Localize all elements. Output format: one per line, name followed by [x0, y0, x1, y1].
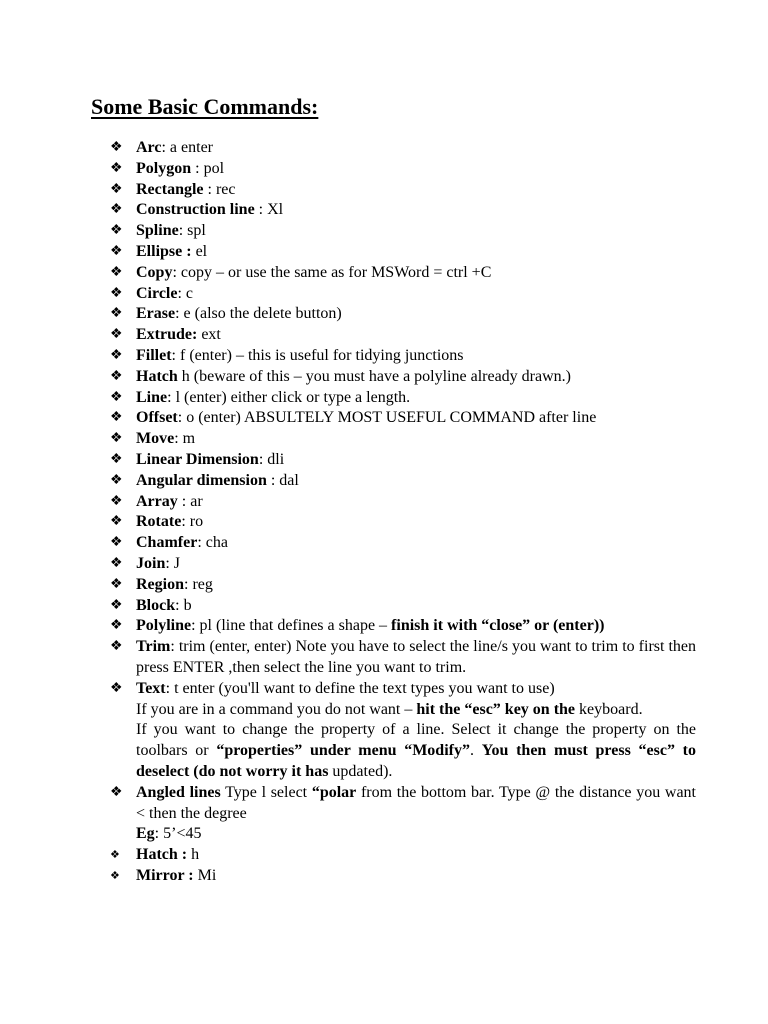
- command-term: Extrude:: [136, 326, 198, 344]
- list-item: [110, 471, 696, 492]
- command-term: Rectangle: [136, 180, 204, 198]
- list-item: [110, 159, 696, 180]
- command-desc: : cha: [197, 534, 228, 552]
- command-desc: : reg: [184, 575, 213, 593]
- list-item: [110, 367, 696, 388]
- note-paragraph: [136, 700, 696, 721]
- note-text-bold: hit the “esc” key on the: [416, 700, 576, 718]
- command-desc: h: [187, 846, 200, 864]
- diamond-bullet-icon: ❖: [110, 451, 123, 467]
- page-title: Some Basic Commands:: [91, 94, 319, 119]
- command-desc: : trim (enter, enter) Note you have to select the line/s you want to trim to first then press ENTER ,then select the line you want to trim.: [136, 638, 696, 676]
- command-term: Move: [136, 430, 175, 448]
- list-item: [110, 492, 696, 513]
- diamond-bullet-icon: ❖: [110, 140, 123, 155]
- list-item: [110, 346, 696, 367]
- list-item: [110, 429, 696, 450]
- diamond-bullet-icon: ❖: [110, 285, 123, 301]
- diamond-bullet-icon: ❖: [110, 784, 123, 800]
- example-value: : 5’<45: [154, 825, 202, 843]
- command-term: Angled lines: [136, 783, 221, 801]
- command-desc: : Xl: [254, 201, 284, 219]
- list-item: [110, 388, 696, 409]
- diamond-bullet-icon: ❖: [110, 555, 123, 571]
- diamond-bullet-icon: ❖: [110, 368, 123, 384]
- example-label: Eg: [136, 825, 155, 843]
- command-term: Block: [136, 596, 176, 614]
- command-desc: : f (enter) – this is useful for tidying junctions: [171, 346, 464, 364]
- command-desc: : e (also the delete button): [175, 305, 342, 323]
- command-term: Line: [136, 388, 168, 406]
- command-desc: : pol: [191, 159, 225, 177]
- diamond-bullet-icon: ❖: [110, 306, 123, 322]
- command-desc: : spl: [178, 222, 206, 240]
- list-item: [110, 554, 696, 575]
- diamond-bullet-icon: ❖: [110, 514, 123, 530]
- list-item-polyline: [110, 616, 696, 637]
- command-desc-bold: “polar: [311, 783, 357, 801]
- diamond-bullet-icon: ❖: [110, 493, 123, 509]
- command-term: Erase: [136, 305, 176, 323]
- list-item: [110, 138, 696, 159]
- list-item-angled-lines: [110, 783, 696, 845]
- note-text: keyboard.: [575, 700, 643, 718]
- command-desc: ext: [197, 326, 221, 344]
- list-item: [110, 221, 696, 242]
- command-desc: : pl (line that defines a shape –: [191, 617, 392, 635]
- command-desc: : ar: [177, 492, 203, 510]
- list-item: [110, 242, 696, 263]
- command-desc: : b: [175, 596, 192, 614]
- command-desc: : m: [174, 430, 196, 448]
- command-desc: : copy – or use the same as for MSWord = ctrl +C: [172, 263, 492, 281]
- command-list: [110, 138, 696, 887]
- list-item-text: [110, 679, 696, 783]
- command-term: Rotate: [136, 513, 182, 531]
- list-item: [110, 866, 696, 887]
- command-term: Text: [136, 679, 166, 697]
- note-text: updated).: [328, 762, 393, 780]
- diamond-bullet-icon: ❖: [110, 431, 123, 447]
- diamond-bullet-icon: ❖: [110, 849, 120, 862]
- command-desc: : ro: [181, 513, 204, 531]
- note-text-bold: “properties” under menu “Modify”: [216, 742, 470, 760]
- diamond-bullet-icon: ❖: [110, 472, 123, 488]
- command-term: Spline: [136, 222, 179, 240]
- list-item: [110, 596, 696, 617]
- diamond-bullet-icon: ❖: [110, 680, 123, 696]
- list-item: [110, 200, 696, 221]
- command-term: Construction line: [136, 201, 255, 219]
- diamond-bullet-icon: ❖: [110, 264, 123, 280]
- command-term: Circle: [136, 284, 178, 302]
- command-term: Chamfer: [136, 534, 198, 552]
- command-term: Mirror :: [136, 866, 194, 884]
- note-paragraph: [136, 720, 696, 782]
- note-text: If you are in a command you do not want –: [136, 700, 417, 718]
- command-desc-bold: finish it with “close” or (enter)): [391, 617, 605, 635]
- list-item: [110, 408, 696, 429]
- note-text: .: [469, 742, 482, 760]
- command-term: Region: [136, 575, 184, 593]
- list-item: [110, 512, 696, 533]
- command-desc: : dli: [258, 450, 285, 468]
- diamond-bullet-icon: ❖: [110, 327, 123, 343]
- diamond-bullet-icon: ❖: [110, 639, 123, 655]
- command-term: Ellipse :: [136, 242, 192, 260]
- diamond-bullet-icon: ❖: [110, 597, 123, 613]
- list-item: [110, 180, 696, 201]
- diamond-bullet-icon: ❖: [110, 243, 123, 259]
- note-text-bold: You then must press “esc” to deselect (do not worry it has: [136, 742, 696, 780]
- command-term: Trim: [136, 638, 171, 656]
- command-desc: : dal: [266, 471, 299, 489]
- list-item: [110, 533, 696, 554]
- list-item: [110, 263, 696, 284]
- list-item: [110, 304, 696, 325]
- command-term: Angular dimension: [136, 471, 267, 489]
- list-item: [110, 325, 696, 346]
- command-desc: from the bottom bar. Type @ the distance you want < then the degree: [136, 783, 697, 822]
- diamond-bullet-icon: ❖: [110, 389, 123, 405]
- diamond-bullet-icon: ❖: [110, 347, 123, 363]
- diamond-bullet-icon: ❖: [110, 535, 123, 551]
- command-desc: : J: [165, 554, 181, 572]
- diamond-bullet-icon: ❖: [110, 202, 123, 218]
- diamond-bullet-icon: ❖: [110, 181, 123, 197]
- diamond-bullet-icon: ❖: [110, 618, 123, 634]
- command-term: Linear Dimension: [136, 450, 259, 468]
- diamond-bullet-icon: ❖: [110, 576, 123, 592]
- command-term: Arc: [136, 139, 162, 156]
- list-item: [110, 575, 696, 596]
- command-term: Offset: [136, 409, 178, 427]
- example-line: [136, 824, 696, 845]
- command-term: Hatch :: [136, 846, 188, 864]
- command-desc: Type l select: [220, 783, 312, 801]
- command-desc: : rec: [203, 180, 236, 198]
- command-desc: el: [191, 242, 208, 260]
- list-item-trim: [110, 637, 696, 679]
- list-item: [110, 450, 696, 471]
- diamond-bullet-icon: ❖: [110, 410, 123, 426]
- list-item: [110, 284, 696, 305]
- command-desc: : t enter (you'll want to define the text types you want to use): [165, 679, 555, 697]
- command-term: Copy: [136, 263, 173, 281]
- command-desc: : a enter: [161, 139, 213, 156]
- command-desc: : o (enter) ABSULTELY MOST USEFUL COMMAND after line: [177, 409, 597, 427]
- command-desc: h (beware of this – you must have a polyline already drawn.): [177, 367, 571, 385]
- command-term: Polygon: [136, 159, 192, 177]
- command-term: Join: [136, 554, 166, 572]
- diamond-bullet-icon: ❖: [110, 869, 120, 882]
- command-term: Polyline: [136, 617, 192, 635]
- note-text: If you want to change the property of a line. Select it change the property on the toolbars or: [136, 721, 696, 760]
- command-term: Hatch: [136, 367, 178, 385]
- command-desc: Mi: [193, 866, 217, 884]
- diamond-bullet-icon: ❖: [110, 160, 123, 176]
- command-desc: : l (enter) either click or type a length.: [167, 388, 411, 406]
- command-term: Fillet: [136, 346, 172, 364]
- diamond-bullet-icon: ❖: [110, 223, 123, 239]
- command-term: Array: [136, 492, 178, 510]
- command-desc: : c: [177, 284, 194, 302]
- list-item: [110, 845, 696, 866]
